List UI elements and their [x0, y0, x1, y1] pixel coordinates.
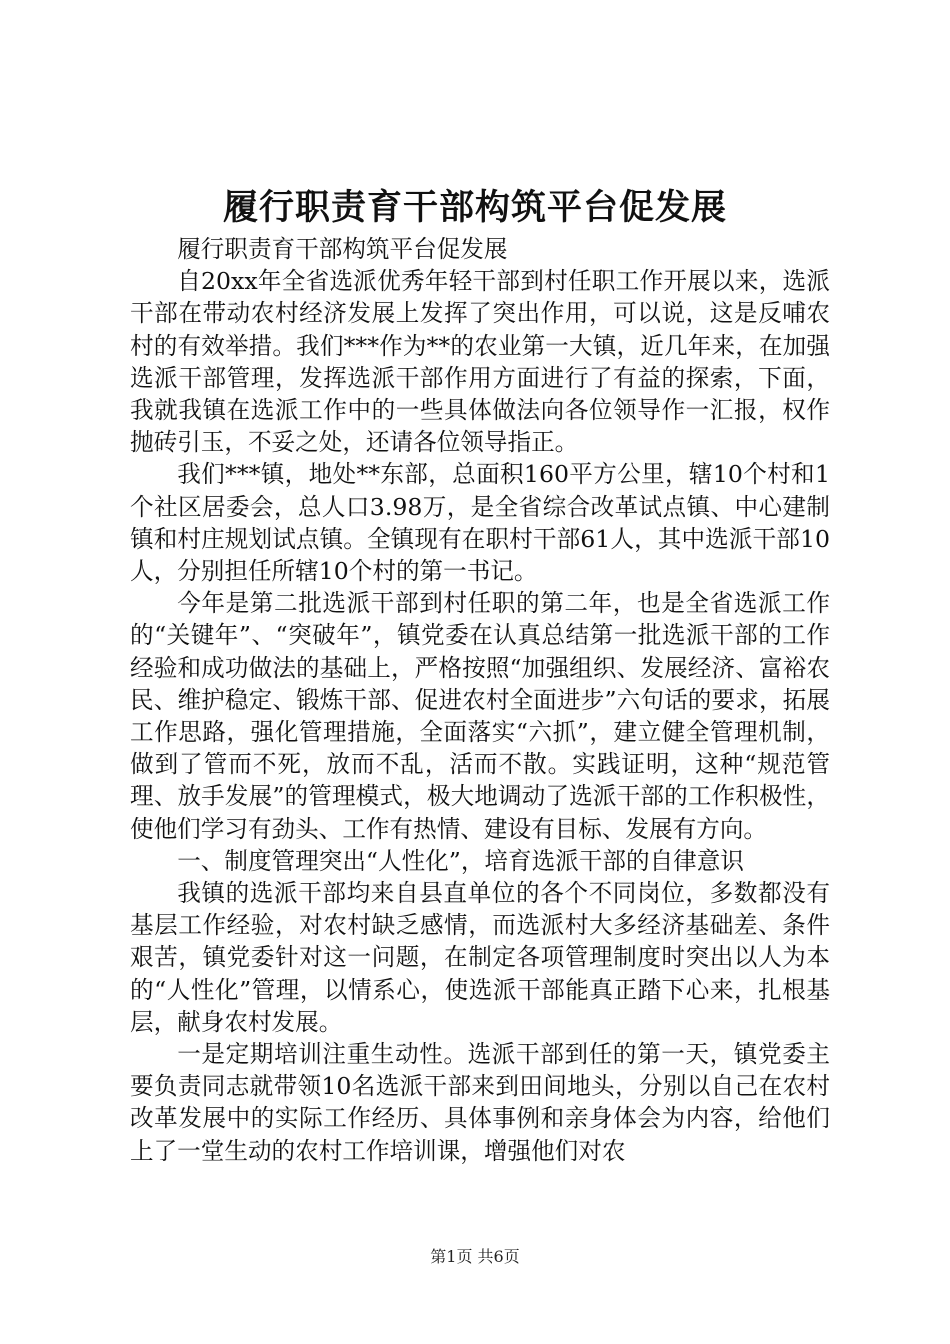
document-title: 履行职责育干部构筑平台促发展	[222, 187, 727, 228]
paragraph-humanized-management: 我镇的选派干部均来自县直单位的各个不同岗位，多数都没有基层工作经验，对农村缺乏感情，而选派村大多经济基础差、条件艰苦，镇党委针对这一问题，在制定各项管理制度时突出以人为本的“人性化”管理，以情系心，使选派干部能真正踏下心来，扎根基层，献身农村发展。	[130, 879, 830, 1036]
page-number-footer: 第1页 共6页	[430, 1247, 520, 1266]
paragraph-town-overview: 我们***镇，地处**东部，总面积160平方公里，辖10个村和1个社区居委会，总人口3.98万，是全省综合改革试点镇、中心建制镇和村庄规划试点镇。全镇现有在职村干部61人，其中选派干部10人，分别担任所辖10个村的第一书记。	[130, 460, 830, 586]
paragraph-intro: 自20xx年全省选派优秀年轻干部到村任职工作开展以来，选派干部在带动农村经济发展上发挥了突出作用，可以说，这是反哺农村的有效举措。我们***作为**的农业第一大镇，近几年来，在加强选派干部管理，发挥选派干部作用方面进行了有益的探索，下面，我就我镇在选派工作中的一些具体做法向各位领导作一汇报，权作抛砖引玉，不妥之处，还请各位领导指正。	[130, 267, 830, 457]
section-heading-1: 一、制度管理突出“人性化”，培育选派干部的自律意识	[177, 846, 744, 875]
paragraph-regular-training: 一是定期培训注重生动性。选派干部到任的第一天，镇党委主要负责同志就带领10名选派干部来到田间地头，分别以自己在农村改革发展中的实际工作经历、具体事例和亲身体会为内容，给他们上了一堂生动的农村工作培训课，增强他们对农	[130, 1040, 830, 1165]
document-body	[130, 233, 830, 1167]
paragraph-subtitle: 履行职责育干部构筑平台促发展	[177, 235, 508, 263]
paragraph-second-batch: 今年是第二批选派干部到村任职的第二年，也是全省选派工作的“关键年”、“突破年”，镇党委在认真总结第一批选派干部的工作经验和成功做法的基础上，严格按照“加强组织、发展经济、富裕农民、维护稳定、锻炼干部、促进农村全面进步”六句话的要求，拓展工作思路，强化管理措施，全面落实“六抓”，建立健全管理机制，做到了管而不死，放而不乱，活而不散。实践证明，这种“规范管理、放手发展”的管理模式，极大地调动了选派干部的工作积极性，使他们学习有劲头、工作有热情、建设有目标、发展有方向。	[130, 589, 830, 843]
